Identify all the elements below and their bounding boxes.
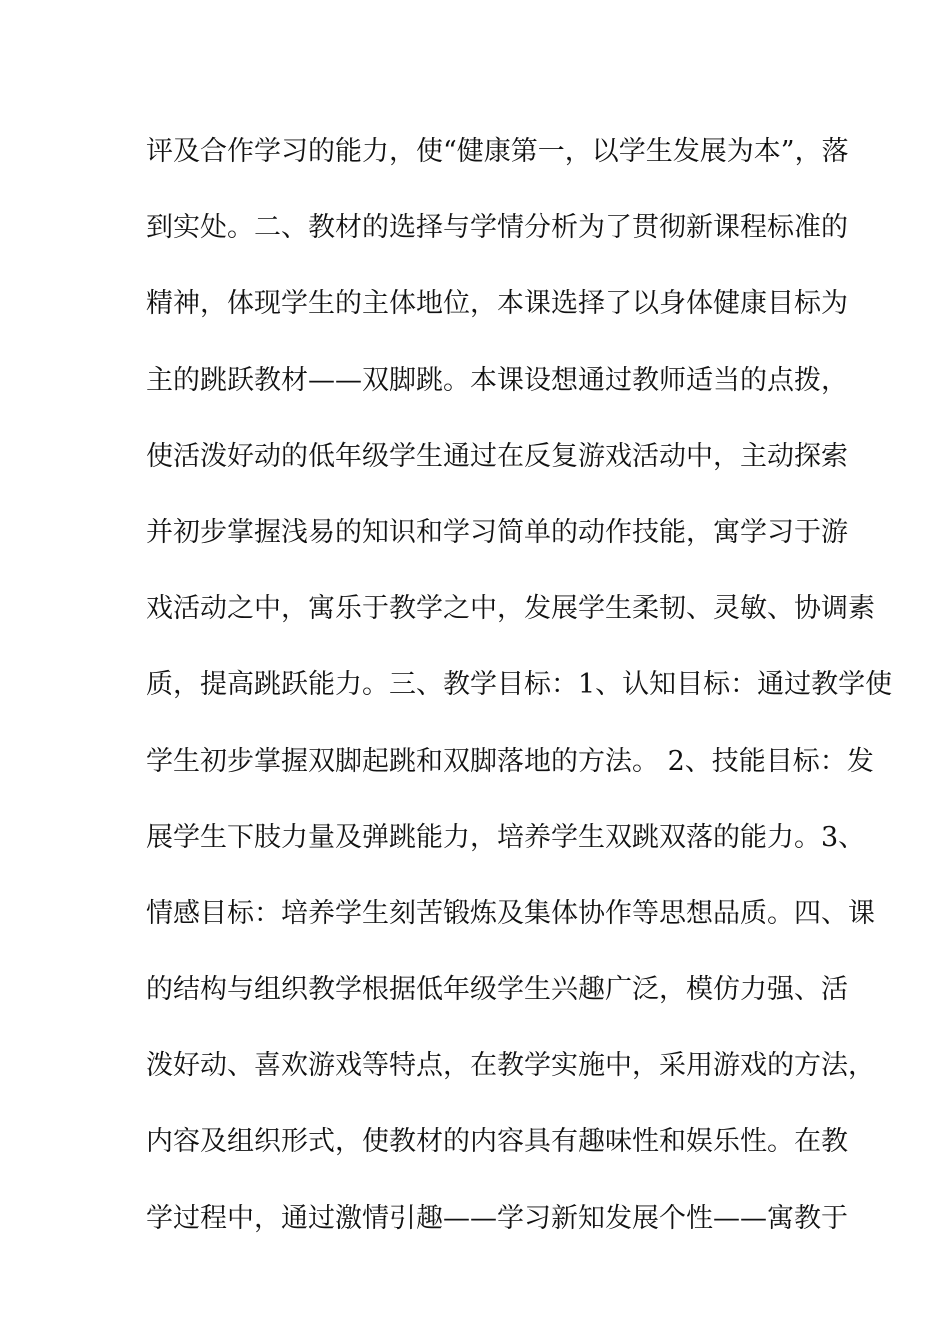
text-line: 展学生下肢力量及弹跳能力，培养学生双跳双落的能力。3、: [146, 821, 866, 853]
text-line: 精神，体现学生的主体地位，本课选择了以身体健康目标为: [146, 288, 848, 320]
text-line: 泼好动、喜欢游戏等特点，在教学实施中，采用游戏的方法，: [146, 1050, 875, 1082]
body-text: [146, 128, 893, 1271]
text-line: 并初步掌握浅易的知识和学习简单的动作技能，寓学习于游: [146, 516, 848, 548]
text-line: 学生初步掌握双脚起跳和双脚落地的方法。 2、技能目标：发: [146, 745, 874, 777]
text-line: 评及合作学习的能力，使“健康第一，以学生发展为本”，落: [146, 136, 849, 167]
text-line: 到实处。二、教材的选择与学情分析为了贯彻新课程标准的: [146, 212, 848, 244]
text-line: 的结构与组织教学根据低年级学生兴趣广泛，模仿力强、活: [146, 974, 848, 1006]
text-line: 戏活动之中，寓乐于教学之中，发展学生柔韧、灵敏、协调素: [146, 593, 875, 625]
text-line: 内容及组织形式，使教材的内容具有趣味性和娱乐性。在教: [146, 1126, 848, 1158]
text-line: 使活泼好动的低年级学生通过在反复游戏活动中，主动探索: [146, 440, 848, 472]
text-line: 主的跳跃教材——双脚跳。本课设想通过教师适当的点拨，: [146, 364, 848, 396]
text-line: 情感目标：培养学生刻苦锻炼及集体协作等思想品质。四、课: [146, 897, 875, 929]
text-line: 质，提高跳跃能力。三、教学目标：1、认知目标：通过教学使: [146, 669, 893, 701]
text-line: 学过程中，通过激情引趣——学习新知发展个性——寓教于: [146, 1202, 848, 1234]
